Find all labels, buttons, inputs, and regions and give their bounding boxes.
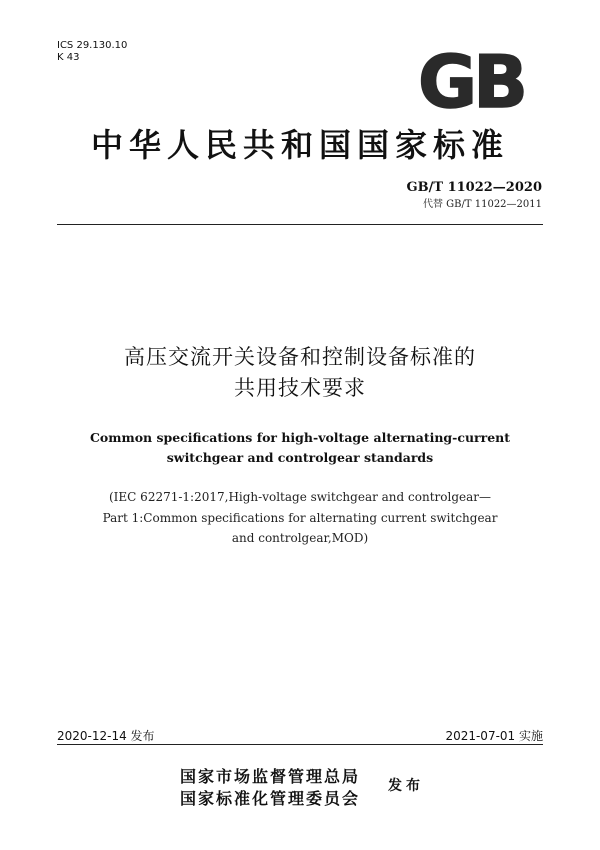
issuer-sac: 国家标准化管理委员会 — [180, 789, 361, 808]
bottom-divider — [57, 744, 543, 745]
issuer-samr: 国家市场监督管理总局 — [180, 767, 361, 786]
iec-reference-line-3: and controlgear,MOD) — [231, 531, 369, 545]
gb-logo-text: GB — [418, 45, 524, 115]
chinese-title-line-2: 共用技术要求 — [234, 376, 366, 400]
english-title-line-1: Common specifications for high-voltage alternating-current — [89, 430, 511, 445]
implement-date: 2021-07-01 实施 — [445, 729, 543, 743]
replaces-note: 代替 GB/T 11022—2011 — [423, 199, 542, 210]
classification-block — [57, 40, 127, 64]
iec-reference-line-1: (IEC 62271-1:2017,High-voltage switchgear and controlgear— — [109, 490, 491, 504]
standard-type-title: 中华人民共和国国家标准 — [90, 126, 509, 164]
chinese-title-line-1: 高压交流开关设备和控制设备标准的 — [124, 345, 476, 369]
iec-reference-line-2: Part 1:Common specifications for alternating current switchgear — [102, 511, 498, 525]
standard-number: GB/T 11022—2020 — [406, 180, 542, 195]
gb-logo — [396, 45, 546, 115]
top-divider — [57, 224, 543, 225]
issue-word: 发布 — [388, 778, 424, 794]
ics-code: ICS 29.130.10 — [57, 40, 128, 51]
english-title-line-2: switchgear and controlgear standards — [166, 450, 434, 465]
publish-date: 2020-12-14 发布 — [57, 729, 155, 743]
class-code: K 43 — [57, 52, 80, 63]
